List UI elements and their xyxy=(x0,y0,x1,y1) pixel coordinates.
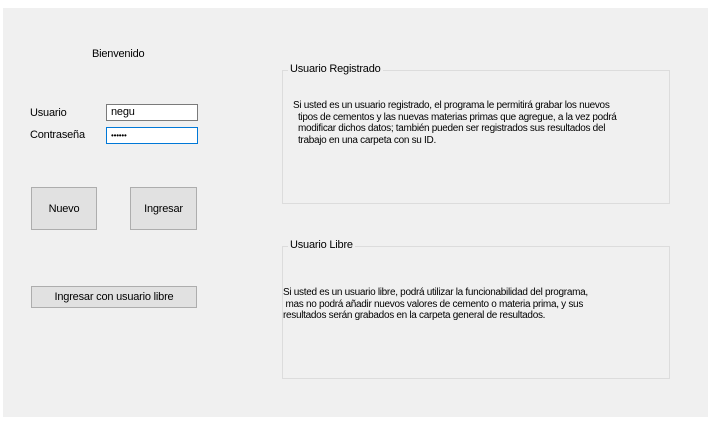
registered-user-title: Usuario Registrado xyxy=(290,63,381,75)
free-user-title: Usuario Libre xyxy=(290,239,353,251)
free-user-button[interactable]: Ingresar con usuario libre xyxy=(31,286,197,308)
login-button[interactable]: Ingresar xyxy=(130,187,197,230)
password-input[interactable]: •••••• xyxy=(106,127,198,144)
free-user-group xyxy=(282,239,670,379)
new-button[interactable]: Nuevo xyxy=(31,187,97,230)
free-user-description: Si usted es un usuario libre, podrá utilizar la funcionabilidad del programa, mas no podrá añadir nuevos valores de cemento o materia prima, y sus resultados serán grabados en la carpeta general de resultados. xyxy=(283,287,588,321)
user-label: Usuario xyxy=(30,107,67,119)
password-label: Contraseña xyxy=(30,129,85,141)
login-window xyxy=(3,8,708,417)
registered-user-description: Si usted es un usuario registrado, el programa le permitirá grabar los nuevos tipos de cementos y las nuevas materias primas que agregue, a la vez podrá modificar dichos datos; también pueden ser registrados sus resultados del trabajo en una carpeta con su ID. xyxy=(293,100,617,146)
user-input[interactable]: negu xyxy=(106,104,198,121)
registered-user-group xyxy=(282,63,670,204)
welcome-label: Bienvenido xyxy=(92,48,145,60)
